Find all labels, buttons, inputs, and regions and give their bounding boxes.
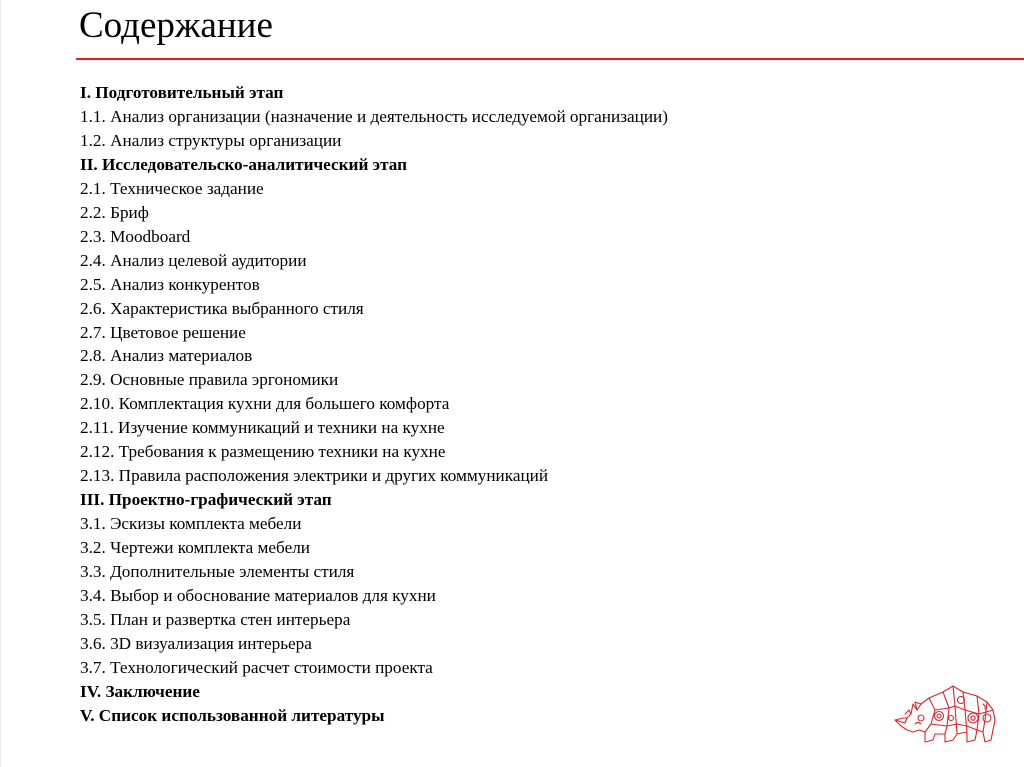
toc-item: 3.4. Выбор и обоснование материалов для кухни [80,586,436,606]
toc-item: 2.13. Правила расположения электрики и других коммуникаций [80,466,549,486]
toc-item: 2.7. Цветовое решение [80,322,246,342]
toc-item: 3.5. План и развертка стен интерьера [80,609,351,629]
toc-section: V. Список использованной литературы [80,705,385,725]
toc-section: IV. Заключение [80,681,200,701]
toc-item: 2.2. Бриф [80,202,149,222]
toc-item: 3.1. Эскизы комплекта мебели [80,514,302,534]
toc-section: II. Исследовательско-аналитический этап [80,154,408,174]
rhino-logo-icon [891,680,1003,746]
title-divider [76,58,1024,60]
toc-item: 2.6. Характеристика выбранного стиля [80,298,364,318]
toc-item: 2.11. Изучение коммуникаций и техники на кухне [80,418,445,438]
toc-item: 3.2. Чертежи комплекта мебели [80,538,310,558]
table-of-contents [80,81,668,728]
toc-item: 2.12. Требования к размещению техники на кухне [80,442,446,462]
toc-item: 1.2. Анализ структуры организации [80,130,342,150]
toc-section: III. Проектно-графический этап [80,490,332,510]
toc-item: 2.1. Техническое задание [80,178,264,198]
toc-item: 1.1. Анализ организации (назначение и деятельность исследуемой организации) [80,106,668,126]
toc-item: 2.4. Анализ целевой аудитории [80,250,307,270]
toc-item: 3.7. Технологический расчет стоимости проекта [80,657,433,677]
toc-item: 2.3. Moodboard [80,226,191,246]
toc-section: I. Подготовительный этап [80,83,284,102]
toc-item: 3.3. Дополнительные элементы стиля [80,562,355,582]
page-title: Содержание [79,5,273,46]
toc-item: 2.9. Основные правила эргономики [80,370,339,390]
toc-item: 2.10. Комплектация кухни для большего комфорта [80,394,450,414]
toc-item: 2.5. Анализ конкурентов [80,274,260,294]
toc-item: 2.8. Анализ материалов [80,346,253,366]
toc-item: 3.6. 3D визуализация интерьера [80,633,312,653]
